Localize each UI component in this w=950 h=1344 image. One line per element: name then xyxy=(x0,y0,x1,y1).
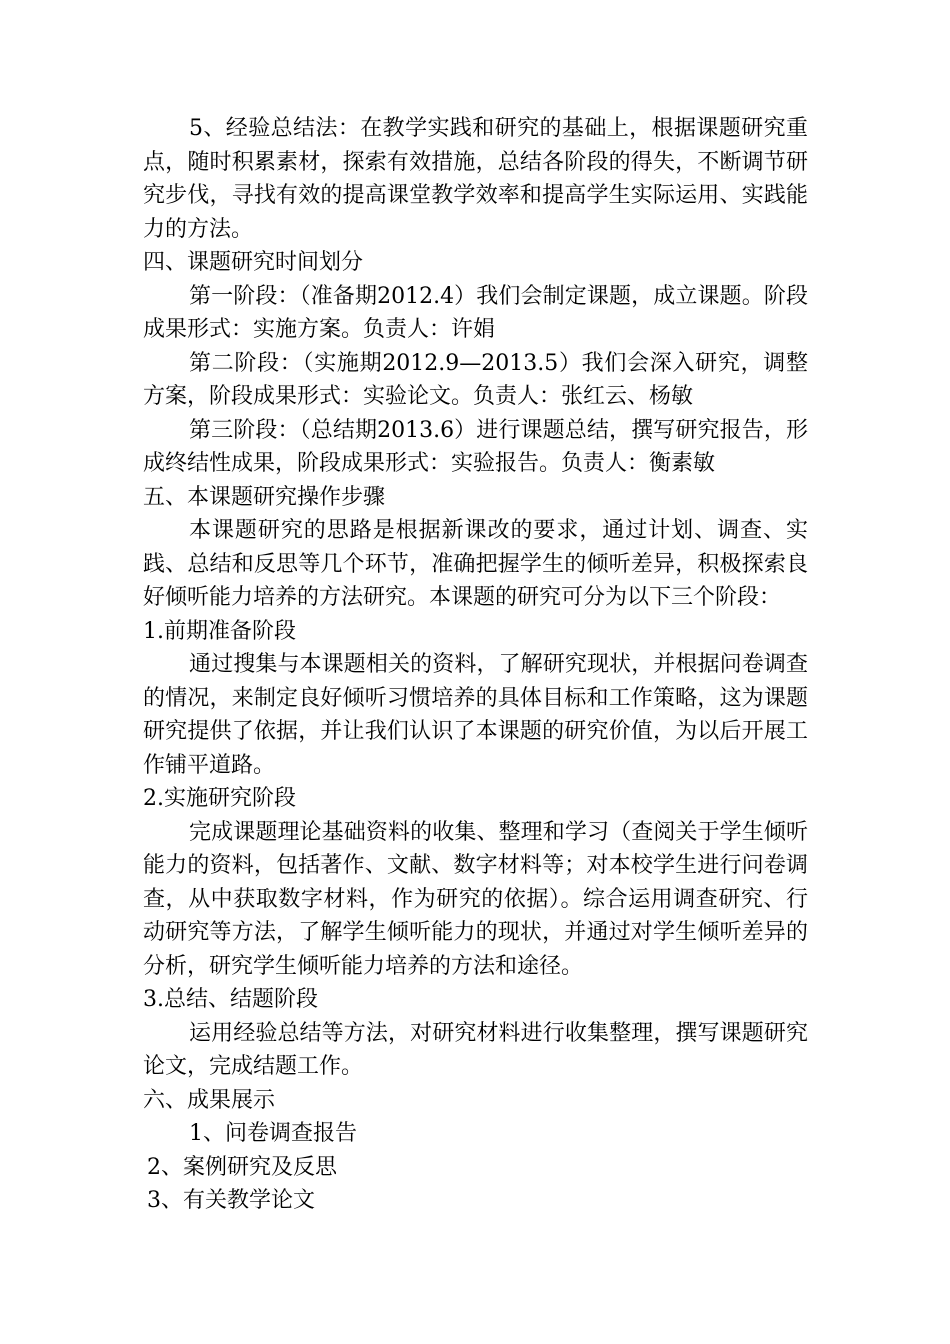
paragraph-conclusion-stage: 运用经验总结等方法，对研究材料进行收集整理，撰写课题研究论文，完成结题工作。 xyxy=(143,1020,808,1079)
document-body xyxy=(143,112,808,1218)
subheading-conclusion-stage: 3.总结、结题阶段 xyxy=(143,987,318,1012)
subheading-preparation-stage: 1.前期准备阶段 xyxy=(143,618,296,644)
subheading-implementation-stage: 2.实施研究阶段 xyxy=(143,786,296,811)
list-item-teaching-papers: 3、有关教学论文 xyxy=(147,1188,315,1213)
paragraph-research-approach: 本课题研究的思路是根据新课改的要求，通过计划、调查、实践、总结和反思等几个环节，准确把握学生的倾听差异，积极探索良好倾听能力培养的方法研究。本课题的研究可分为以下三个阶段： xyxy=(143,518,808,610)
section-heading-timeline: 四、课题研究时间划分 xyxy=(143,250,364,275)
paragraph-stage-two: 第二阶段：（实施期2012.9—2013.5）我们会深入研究，调整方案，阶段成果形式：实验论文。负责人：张红云、杨敏 xyxy=(143,350,808,409)
list-item-case-study: 2、案例研究及反思 xyxy=(147,1154,337,1180)
section-heading-operation-steps: 五、本课题研究操作步骤 xyxy=(143,484,386,510)
paragraph-implementation-stage: 完成课题理论基础资料的收集、整理和学习（查阅关于学生倾听能力的资料，包括著作、文献、数字材料等；对本校学生进行问卷调查，从中获取数字材料，作为研究的依据）。综合运用调查研究、行动研究等方法，了解学生倾听能力的现状，并通过对学生倾听差异的分析，研究学生倾听能力培养的方法和途径。 xyxy=(143,819,808,979)
paragraph-stage-three: 第三阶段：（总结期2013.6）进行课题总结，撰写研究报告，形成终结性成果，阶段成果形式：实验报告。负责人：衡素敏 xyxy=(143,417,808,476)
section-heading-results: 六、成果展示 xyxy=(143,1087,276,1113)
list-item-survey-report: 1、问卷调查报告 xyxy=(189,1121,357,1146)
paragraph-preparation-stage: 通过搜集与本课题相关的资料，了解研究现状，并根据问卷调查的情况，来制定良好倾听习惯培养的具体目标和工作策略，这为课题研究提供了依据，并让我们认识了本课题的研究价值，为以后开展工作铺平道路。 xyxy=(143,652,808,778)
paragraph-stage-one: 第一阶段：（准备期2012.4）我们会制定课题，成立课题。阶段成果形式：实施方案。负责人：许娟 xyxy=(143,283,808,342)
paragraph-experience-summary-method: 5、经验总结法：在教学实践和研究的基础上，根据课题研究重点，随时积累素材，探索有效措施，总结各阶段的得失，不断调节研究步伐，寻找有效的提高课堂教学效率和提高学生实际运用、实践能力的方法。 xyxy=(143,116,808,242)
